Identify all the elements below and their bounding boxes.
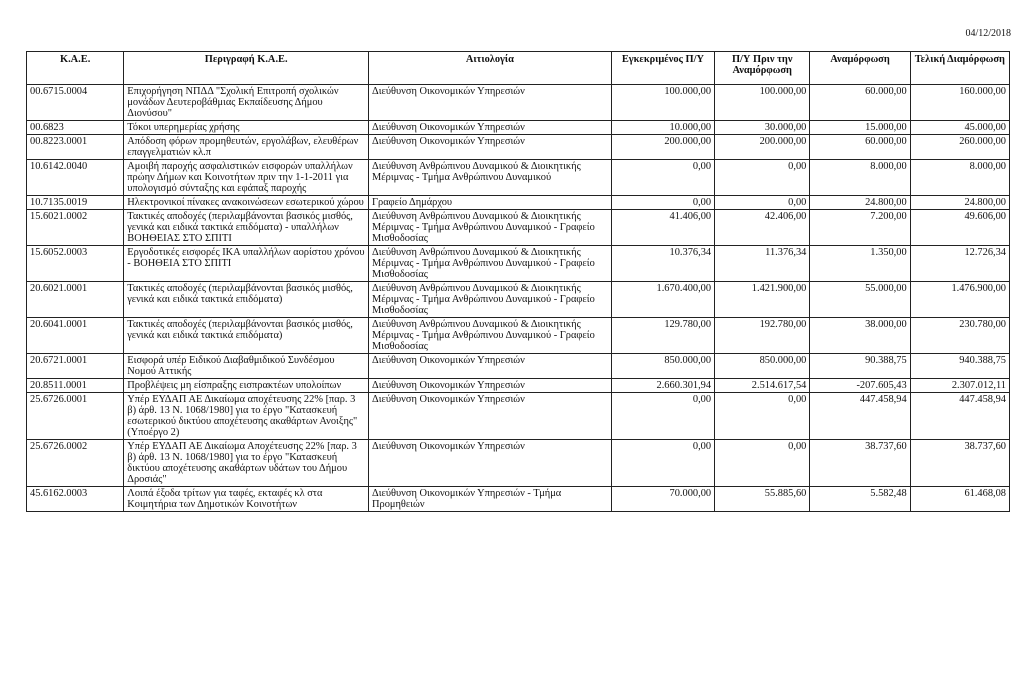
header-reason: Αιτιολογία — [369, 52, 612, 85]
cell-kae: 25.6726.0002 — [27, 440, 124, 487]
cell-revision: 15.000,00 — [810, 121, 910, 135]
cell-before: 55.885,60 — [715, 487, 810, 512]
cell-before: 192.780,00 — [715, 318, 810, 354]
cell-revision: 55.000,00 — [810, 282, 910, 318]
cell-approved: 100.000,00 — [611, 85, 714, 121]
header-kae: Κ.Α.Ε. — [27, 52, 124, 85]
cell-kae: 25.6726.0001 — [27, 393, 124, 440]
table-row — [27, 121, 1010, 135]
cell-revision: 7.200,00 — [810, 210, 910, 246]
cell-reason: Διεύθυνση Οικονομικών Υπηρεσιών — [369, 354, 612, 379]
cell-reason: Διεύθυνση Οικονομικών Υπηρεσιών — [369, 440, 612, 487]
cell-description: Εισφορά υπέρ Ειδικού Διαβαθμιδικού Συνδέσμου Νομού Αττικής — [124, 354, 369, 379]
table-row — [27, 135, 1010, 160]
cell-kae: 45.6162.0003 — [27, 487, 124, 512]
cell-kae: 20.8511.0001 — [27, 379, 124, 393]
table-row — [27, 85, 1010, 121]
cell-before: 1.421.900,00 — [715, 282, 810, 318]
cell-before: 0,00 — [715, 196, 810, 210]
cell-revision: -207.605,43 — [810, 379, 910, 393]
budget-table — [26, 51, 1010, 512]
header-final: Τελική Διαμόρφωση — [910, 52, 1009, 85]
cell-before: 42.406,00 — [715, 210, 810, 246]
cell-approved: 850.000,00 — [611, 354, 714, 379]
cell-revision: 38.737,60 — [810, 440, 910, 487]
cell-approved: 41.406,00 — [611, 210, 714, 246]
cell-kae: 20.6021.0001 — [27, 282, 124, 318]
cell-description: Προβλέψεις μη είσπραξης εισπρακτέων υπολοίπων — [124, 379, 369, 393]
cell-description: Επιχορήγηση ΝΠΔΔ "Σχολική Επιτροπή σχολικών μονάδων Δευτεροβάθμιας Εκπαίδευσης Δήμου Διονύσου" — [124, 85, 369, 121]
cell-revision: 1.350,00 — [810, 246, 910, 282]
table-row — [27, 318, 1010, 354]
cell-approved: 2.660.301,94 — [611, 379, 714, 393]
cell-kae: 15.6052.0003 — [27, 246, 124, 282]
header-before: Π/Υ Πριν την Αναμόρφωση — [715, 52, 810, 85]
table-row — [27, 160, 1010, 196]
cell-description: Τακτικές αποδοχές (περιλαμβάνονται βασικός μισθός, γενικά και ειδικά τακτικά επιδόματα) — [124, 318, 369, 354]
cell-before: 0,00 — [715, 160, 810, 196]
cell-final: 1.476.900,00 — [910, 282, 1009, 318]
header-description: Περιγραφή Κ.Α.Ε. — [124, 52, 369, 85]
table-row — [27, 282, 1010, 318]
cell-kae: 20.6041.0001 — [27, 318, 124, 354]
cell-revision: 38.000,00 — [810, 318, 910, 354]
cell-reason: Διεύθυνση Οικονομικών Υπηρεσιών - Τμήμα Προμηθειών — [369, 487, 612, 512]
header-approved: Εγκεκριμένος Π/Υ — [611, 52, 714, 85]
cell-final: 45.000,00 — [910, 121, 1009, 135]
cell-reason: Διεύθυνση Ανθρώπινου Δυναμικού & Διοικητικής Μέριμνας - Τμήμα Ανθρώπινου Δυναμικού - Γραφείο Μισθοδοσίας — [369, 246, 612, 282]
cell-revision: 447.458,94 — [810, 393, 910, 440]
cell-final: 24.800,00 — [910, 196, 1009, 210]
cell-description: Λοιπά έξοδα τρίτων για ταφές, εκταφές κλ στα Κοιμητήρια των Δημοτικών Κοινοτήτων — [124, 487, 369, 512]
cell-final: 447.458,94 — [910, 393, 1009, 440]
cell-kae: 00.8223.0001 — [27, 135, 124, 160]
header-revision: Αναμόρφωση — [810, 52, 910, 85]
cell-before: 0,00 — [715, 393, 810, 440]
table-row — [27, 440, 1010, 487]
cell-reason: Διεύθυνση Ανθρώπινου Δυναμικού & Διοικητικής Μέριμνας - Τμήμα Ανθρώπινου Δυναμικού - Γραφείο Μισθοδοσίας — [369, 210, 612, 246]
cell-before: 2.514.617,54 — [715, 379, 810, 393]
cell-before: 100.000,00 — [715, 85, 810, 121]
cell-final: 230.780,00 — [910, 318, 1009, 354]
cell-approved: 0,00 — [611, 196, 714, 210]
cell-description: Υπέρ ΕΥΔΑΠ ΑΕ Δικαίωμα Αποχέτευσης 22% [παρ. 3 β) άρθ. 13 Ν. 1068/1980] για το έργο "Κατασκευή δικτύου αποχέτευσης ακαθάρτων υδάτων του Δήμου Δροσιάς" — [124, 440, 369, 487]
cell-approved: 0,00 — [611, 160, 714, 196]
cell-kae: 15.6021.0002 — [27, 210, 124, 246]
table-header-row — [27, 52, 1010, 85]
cell-kae: 20.6721.0001 — [27, 354, 124, 379]
table-row — [27, 487, 1010, 512]
table-row — [27, 210, 1010, 246]
cell-description: Τόκοι υπερημερίας χρήσης — [124, 121, 369, 135]
report-date: 04/12/2018 — [965, 28, 1011, 39]
cell-kae: 00.6715.0004 — [27, 85, 124, 121]
cell-reason: Διεύθυνση Ανθρώπινου Δυναμικού & Διοικητικής Μέριμνας - Τμήμα Ανθρώπινου Δυναμικού - Γραφείο Μισθοδοσίας — [369, 282, 612, 318]
cell-description: Τακτικές αποδοχές (περιλαμβάνονται βασικός μισθός, γενικά και ειδικά τακτικά επιδόματα) — [124, 282, 369, 318]
cell-reason: Διεύθυνση Οικονομικών Υπηρεσιών — [369, 393, 612, 440]
cell-description: Ηλεκτρονικοί πίνακες ανακοινώσεων εσωτερικού χώρου — [124, 196, 369, 210]
cell-reason: Διεύθυνση Ανθρώπινου Δυναμικού & Διοικητικής Μέριμνας - Τμήμα Ανθρώπινου Δυναμικού - Γραφείο Μισθοδοσίας — [369, 318, 612, 354]
cell-final: 2.307.012,11 — [910, 379, 1009, 393]
cell-final: 940.388,75 — [910, 354, 1009, 379]
cell-description: Υπέρ ΕΥΔΑΠ ΑΕ Δικαίωμα αποχέτευσης 22% [παρ. 3 β) άρθ. 13 Ν. 1068/1980] για το έργο "Κατασκευή εσωτερικού δικτύου αποχέτευσης ακαθάρτων Ανοιξης" (Υποέργο 2) — [124, 393, 369, 440]
cell-reason: Διεύθυνση Οικονομικών Υπηρεσιών — [369, 135, 612, 160]
cell-description: Απόδοση φόρων προμηθευτών, εργολάβων, ελευθέρων επαγγελματιών κλ.π — [124, 135, 369, 160]
cell-reason: Διεύθυνση Οικονομικών Υπηρεσιών — [369, 379, 612, 393]
table-row — [27, 379, 1010, 393]
cell-revision: 24.800,00 — [810, 196, 910, 210]
cell-revision: 60.000,00 — [810, 135, 910, 160]
cell-final: 49.606,00 — [910, 210, 1009, 246]
cell-approved: 10.376,34 — [611, 246, 714, 282]
cell-kae: 10.7135.0019 — [27, 196, 124, 210]
cell-kae: 00.6823 — [27, 121, 124, 135]
cell-final: 160.000,00 — [910, 85, 1009, 121]
cell-reason: Διεύθυνση Οικονομικών Υπηρεσιών — [369, 85, 612, 121]
cell-before: 200.000,00 — [715, 135, 810, 160]
cell-description: Εργοδοτικές εισφορές ΙΚΑ υπαλλήλων αορίστου χρόνου - ΒΟΗΘΕΙΑ ΣΤΟ ΣΠΙΤΙ — [124, 246, 369, 282]
cell-before: 30.000,00 — [715, 121, 810, 135]
cell-approved: 1.670.400,00 — [611, 282, 714, 318]
cell-reason: Διεύθυνση Οικονομικών Υπηρεσιών — [369, 121, 612, 135]
cell-final: 61.468,08 — [910, 487, 1009, 512]
cell-approved: 70.000,00 — [611, 487, 714, 512]
table-row — [27, 246, 1010, 282]
cell-before: 850.000,00 — [715, 354, 810, 379]
cell-revision: 60.000,00 — [810, 85, 910, 121]
cell-approved: 0,00 — [611, 393, 714, 440]
cell-description: Αμοιβή παροχής ασφαλιστικών εισφορών υπαλλήλων πρώην Δήμων και Κοινοτήτων πριν την 1-1-2011 για υπολογισμό σύνταξης και εφάπαξ παροχής — [124, 160, 369, 196]
cell-reason: Γραφείο Δημάρχου — [369, 196, 612, 210]
cell-reason: Διεύθυνση Ανθρώπινου Δυναμικού & Διοικητικής Μέριμνας - Τμήμα Ανθρώπινου Δυναμικού — [369, 160, 612, 196]
cell-final: 260.000,00 — [910, 135, 1009, 160]
cell-before: 11.376,34 — [715, 246, 810, 282]
cell-revision: 5.582,48 — [810, 487, 910, 512]
cell-description: Τακτικές αποδοχές (περιλαμβάνονται βασικός μισθός, γενικά και ειδικά τακτικά επιδόματα) - υπαλλήλων ΒΟΗΘΕΙΑΣ ΣΤΟ ΣΠΙΤΙ — [124, 210, 369, 246]
cell-approved: 129.780,00 — [611, 318, 714, 354]
cell-approved: 0,00 — [611, 440, 714, 487]
cell-final: 12.726,34 — [910, 246, 1009, 282]
table-row — [27, 354, 1010, 379]
table-row — [27, 393, 1010, 440]
cell-revision: 8.000,00 — [810, 160, 910, 196]
cell-revision: 90.388,75 — [810, 354, 910, 379]
cell-kae: 10.6142.0040 — [27, 160, 124, 196]
table-row — [27, 196, 1010, 210]
cell-final: 8.000,00 — [910, 160, 1009, 196]
cell-approved: 10.000,00 — [611, 121, 714, 135]
cell-approved: 200.000,00 — [611, 135, 714, 160]
cell-final: 38.737,60 — [910, 440, 1009, 487]
cell-before: 0,00 — [715, 440, 810, 487]
